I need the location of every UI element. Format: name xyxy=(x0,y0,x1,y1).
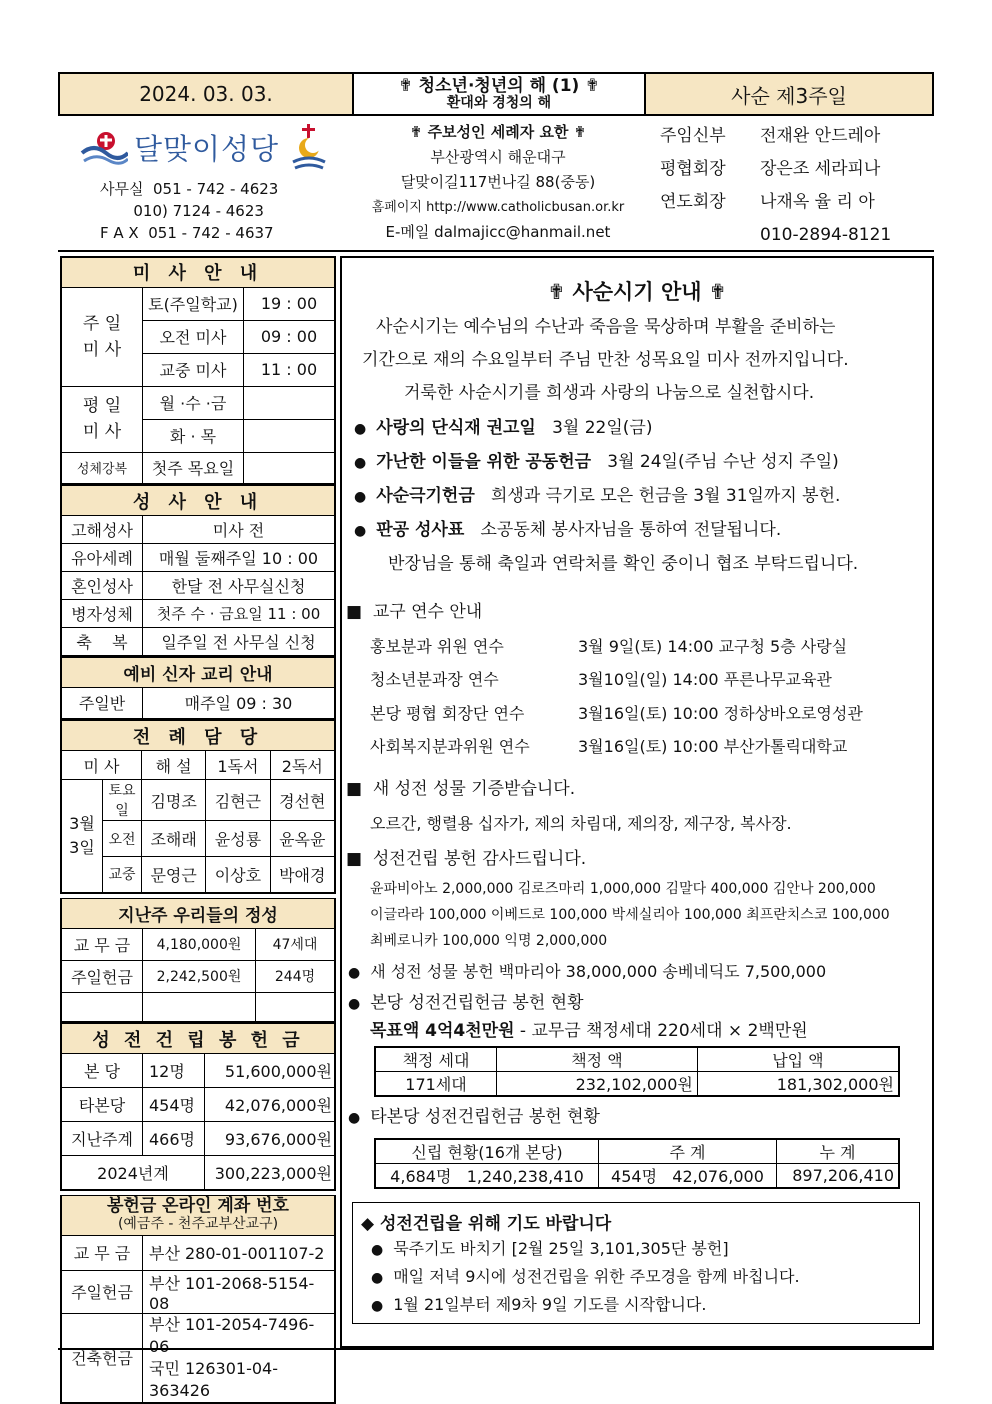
mass-time xyxy=(244,386,336,419)
training-name: 본당 평협 회장단 연수 xyxy=(370,704,525,723)
liturgy-mass: 오전 xyxy=(103,821,142,857)
liturgy-cell: 김현근 xyxy=(206,780,270,821)
sunday-mass-label: 주 일 미 사 xyxy=(61,287,143,386)
sacrament-table xyxy=(60,485,336,657)
training-detail: 3월16일(토) 10:00 정하상바오로영성관 xyxy=(578,704,863,723)
staff-role: 주임신부 xyxy=(660,126,726,146)
lent-intro-1: 사순시기는 예수님의 수난과 죽음을 묵상하며 부활을 준비하는 xyxy=(376,317,836,337)
parish-logo xyxy=(80,124,329,170)
prayer-item: 매일 저녁 9시에 성전건립을 위한 주모경을 함께 바칩니다. xyxy=(393,1267,800,1286)
square-bullet-icon: ■ xyxy=(346,602,363,622)
status-goal-bold: 목표액 4억4천만원 xyxy=(370,1021,515,1041)
donation-section xyxy=(346,773,575,806)
prayer-item: 묵주기도 바치기 [2월 25일 3,101,305단 봉헌] xyxy=(393,1239,729,1258)
mass-time: 09 : 00 xyxy=(244,320,336,353)
building-fund-title: 성 전 건 립 봉 헌 금 xyxy=(61,1024,335,1054)
fund-amount: 51,600,000원 xyxy=(205,1054,336,1088)
other-title: 타본당 성전건립헌금 봉헌 현황 xyxy=(370,1107,600,1127)
sacrament-value: 첫주 수 · 금요일 11 : 00 xyxy=(143,600,336,628)
liturgy-cell: 이상호 xyxy=(206,857,270,893)
other-header: 신립 현황(16개 본당) xyxy=(375,1139,598,1164)
parish-name: 달맞이성당 xyxy=(134,131,280,166)
offering-title: 지난주 우리들의 정성 xyxy=(61,898,335,928)
left-column xyxy=(60,256,336,1404)
sacrament-value: 매월 둘째주일 10 : 00 xyxy=(143,544,336,572)
new-items-text: 새 성전 성물 봉헌 백마리아 38,000,000 송베네딕도 7,500,000 xyxy=(370,962,827,981)
status-table xyxy=(374,1046,900,1097)
bottom-rule xyxy=(58,1348,934,1350)
training-detail: 3월 9일(토) 14:00 교구청 5층 사랑실 xyxy=(578,637,848,656)
liturgy-cell: 문영근 xyxy=(142,857,206,893)
fund-source: 타본당 xyxy=(61,1088,143,1122)
account-number: 국민 126301-04-363426 xyxy=(149,1358,278,1400)
other-value: 454명 42,076,000 xyxy=(598,1164,776,1189)
lent-intro-2: 기간으로 재의 수요일부터 주님 만찬 성목요일 미사 전까지입니다. xyxy=(362,350,849,370)
office-phone: 사무실 051 - 742 - 4623 xyxy=(100,180,279,198)
staff-name: 전재완 안드레아 xyxy=(760,126,881,146)
lent-item-text: 희생과 극기로 모은 헌금을 3월 31일까지 봉헌. xyxy=(490,486,841,506)
lent-item-text: 소공동체 봉사자님을 통하여 전달됩니다. xyxy=(480,520,782,540)
adoration-label: 성체강복 xyxy=(61,452,143,484)
offering-count: 244명 xyxy=(256,960,336,992)
other-value: 4,684명 1,240,238,410 xyxy=(375,1164,598,1189)
liturgical-week: 사순 제3주일 xyxy=(646,74,932,114)
offering-table xyxy=(60,898,336,1024)
liturgy-header: 미 사 xyxy=(61,751,142,780)
lent-item-title: 사랑의 단식재 권고일 xyxy=(376,418,536,438)
liturgy-cell: 김명조 xyxy=(142,780,206,821)
office-contacts xyxy=(100,178,278,244)
training-row xyxy=(370,730,847,763)
mass-name: 교중 미사 xyxy=(143,353,244,386)
parish-logo-icon xyxy=(80,127,128,167)
other-header: 주 계 xyxy=(598,1139,776,1164)
sacrament-name: 유아세례 xyxy=(61,544,143,572)
liturgy-date: 3월 3일 xyxy=(61,780,103,893)
training-row xyxy=(370,663,832,696)
thanks-line: 최베로니카 100,000 익명 2,000,000 xyxy=(370,933,608,949)
adoration-value: 첫주 목요일 xyxy=(143,452,244,484)
mass-time: 19 : 00 xyxy=(244,287,336,320)
catechumen-title: 예비 신자 교리 안내 xyxy=(61,657,335,687)
account-type: 주일헌금 xyxy=(61,1270,143,1313)
thanks-line: 이글라라 100,000 이베드로 100,000 박세실리아 100,000 최프란치스코 100,000 xyxy=(370,907,890,923)
fund-year-label: 2024년계 xyxy=(61,1156,205,1190)
training-name: 청소년분과장 연수 xyxy=(370,670,499,689)
homepage-link[interactable]: 홈페이지 http://www.catholicbusan.or.kr xyxy=(371,200,625,215)
parish-address xyxy=(348,120,648,245)
patron-saint: ✟ 주보성인 세례자 요한 ✟ xyxy=(409,123,587,141)
sacrament-value: 한달 전 사무실신청 xyxy=(143,572,336,600)
staff-list xyxy=(660,120,891,252)
staff-name: 장은조 세라피나 xyxy=(760,159,881,179)
staff-row xyxy=(660,186,891,219)
training-title: 교구 연수 안내 xyxy=(372,602,483,622)
other-header: 누 계 xyxy=(777,1139,899,1164)
offering-type: 교 무 금 xyxy=(61,928,143,960)
offering-type: 주일헌금 xyxy=(61,960,143,992)
sacrament-value: 일주일 전 사무실 신청 xyxy=(143,628,336,656)
status-header: 책정 세대 xyxy=(375,1047,497,1072)
offering-amount: 4,180,000원 xyxy=(143,928,256,960)
liturgy-header: 2독서 xyxy=(270,751,335,780)
account-type: 교 무 금 xyxy=(61,1235,143,1270)
lent-item xyxy=(354,446,839,480)
status-goal xyxy=(370,1015,808,1048)
offering-count: 47세대 xyxy=(256,928,336,960)
new-items-line xyxy=(348,955,826,990)
staff-name: 나재옥 율 리 아 xyxy=(760,192,875,212)
fund-year-amount: 300,223,000원 xyxy=(205,1156,336,1190)
other-table xyxy=(374,1138,900,1189)
lent-title: ✟ 사순시기 안내 ✟ xyxy=(547,280,727,304)
staff-row xyxy=(660,153,891,186)
mass-table xyxy=(60,256,336,485)
prayer-box xyxy=(352,1202,920,1324)
fund-amount: 42,076,000원 xyxy=(205,1088,336,1122)
staff-role: 평협회장 xyxy=(660,159,726,179)
liturgy-title: 전 례 담 당 xyxy=(61,721,335,751)
lent-item-title: 가난한 이들을 위한 공동헌금 xyxy=(376,452,592,472)
lent-item-text: 3월 24일(주님 수난 성지 주일) xyxy=(607,452,839,472)
staff-phone-row xyxy=(660,219,891,252)
fund-source: 지난주계 xyxy=(61,1122,143,1156)
lent-item-title: 사순극기헌금 xyxy=(376,486,475,506)
status-value: 171세대 xyxy=(375,1072,497,1097)
account-number: 부산 101-2068-5154-08 xyxy=(143,1270,336,1313)
account-number: 부산 280-01-001107-2 xyxy=(143,1235,336,1270)
lent-item xyxy=(354,480,840,514)
sacrament-name: 축 복 xyxy=(61,628,143,656)
theme-title: ✟ 청소년·청년의 해 (1) ✟ xyxy=(398,75,600,96)
thanks-list xyxy=(370,876,890,954)
offering-amount: 2,242,500원 xyxy=(143,960,256,992)
weekday-mass-label: 평 일 미 사 xyxy=(61,386,143,452)
accounts-title xyxy=(61,1195,335,1235)
training-row xyxy=(370,697,863,730)
donation-text: 오르간, 행렬용 십자가, 제의 차림대, 제의장, 제구장, 복사장. xyxy=(370,814,792,833)
status-header: 책정 액 xyxy=(497,1047,698,1072)
liturgy-mass: 교중 xyxy=(103,857,142,893)
status-goal-rest: - 교무금 책정세대 220세대 × 2백만원 xyxy=(514,1021,808,1041)
staff-phone: 010-2894-8121 xyxy=(760,225,892,245)
catechumen-table xyxy=(60,657,336,721)
mass-time xyxy=(244,419,336,452)
thanks-section xyxy=(346,843,586,876)
issue-date: 2024. 03. 03. xyxy=(60,74,354,114)
moon-cross-icon xyxy=(289,124,329,170)
mass-title: 미 사 안 내 xyxy=(61,257,335,287)
square-bullet-icon: ■ xyxy=(346,779,363,799)
sacrament-name: 고해성사 xyxy=(61,516,143,544)
account-type: 건축헌금 xyxy=(61,1313,143,1403)
fund-count: 12명 xyxy=(143,1054,205,1088)
status-header: 납입 액 xyxy=(697,1047,899,1072)
lent-item-title: 판공 성사표 xyxy=(376,520,465,540)
theme-box xyxy=(354,74,646,114)
square-bullet-icon: ■ xyxy=(346,849,363,869)
accounts-table xyxy=(60,1195,336,1404)
fund-amount: 93,676,000원 xyxy=(205,1122,336,1156)
liturgy-cell: 경선현 xyxy=(270,780,335,821)
thanks-line: 윤파비아노 2,000,000 김로즈마리 1,000,000 김말다 400,000 김안나 200,000 xyxy=(370,881,876,897)
staff-role: 연도회장 xyxy=(660,192,726,212)
address-line1: 부산광역시 해운대구 xyxy=(430,148,566,166)
other-value: 897,206,410 xyxy=(777,1164,899,1189)
header-bar xyxy=(58,72,934,116)
accounts-subtitle: (예금주 - 천주교부산교구) xyxy=(117,1216,279,1232)
liturgy-table xyxy=(60,720,336,894)
office-mobile: 010) 7124 - 4623 xyxy=(100,202,264,220)
sacrament-name: 혼인성사 xyxy=(61,572,143,600)
lent-note: 반장님을 통해 축일과 연락처를 확인 중이니 협조 부탁드립니다. xyxy=(388,554,859,574)
staff-row xyxy=(660,120,891,153)
sacrament-name: 병자성체 xyxy=(61,600,143,628)
lent-item xyxy=(354,514,781,548)
account-number: 부산 101-2054-7496-06 xyxy=(149,1314,315,1356)
prayer-item: 1월 21일부터 제9차 9일 기도를 시작합니다. xyxy=(393,1295,707,1314)
fund-source: 본 당 xyxy=(61,1054,143,1088)
address-line2: 달맞이길117번나길 88(중동) xyxy=(400,173,596,191)
liturgy-mass: 토요일 xyxy=(103,780,142,821)
building-fund-table xyxy=(60,1023,336,1191)
status-value: 181,302,000원 xyxy=(697,1072,899,1097)
liturgy-cell: 조해래 xyxy=(142,821,206,857)
training-section xyxy=(346,596,482,629)
lent-item xyxy=(354,412,652,446)
donation-title: 새 성전 성물 기증받습니다. xyxy=(372,779,576,799)
liturgy-cell: 박애경 xyxy=(270,857,335,893)
mass-name: 화 · 목 xyxy=(143,419,244,452)
training-row xyxy=(370,630,847,663)
prayer-title: ◆ 성전건립을 위해 기도 바랍니다 xyxy=(361,1214,612,1234)
status-value: 232,102,000원 xyxy=(497,1072,698,1097)
catechumen-time: 매주일 09 : 30 xyxy=(143,687,336,719)
mass-name: 오전 미사 xyxy=(143,320,244,353)
mass-time: 11 : 00 xyxy=(244,353,336,386)
liturgy-cell: 윤옥윤 xyxy=(270,821,335,857)
mass-name: 토(주일학교) xyxy=(143,287,244,320)
email-link[interactable]: E-메일 dalmajicc@hanmail.net xyxy=(385,223,611,241)
fund-count: 466명 xyxy=(143,1122,205,1156)
sacrament-title: 성 사 안 내 xyxy=(61,486,335,516)
thanks-title: 성전건립 봉헌 감사드립니다. xyxy=(372,849,587,869)
training-name: 홍보분과 위원 연수 xyxy=(370,637,504,656)
accounts-title-text: 봉헌금 온라인 계좌 번호 xyxy=(107,1196,289,1216)
liturgy-header: 해 설 xyxy=(142,751,206,780)
training-detail: 3월16일(토) 10:00 부산가톨릭대학교 xyxy=(578,737,848,756)
office-fax: F A X 051 - 742 - 4637 xyxy=(100,224,274,242)
liturgy-header: 1독서 xyxy=(206,751,270,780)
sacrament-value: 미사 전 xyxy=(143,516,336,544)
training-name: 사회복지분과위원 연수 xyxy=(370,737,530,756)
theme-subtitle: 환대와 경청의 해 xyxy=(446,94,552,111)
lent-intro-3: 거룩한 사순시기를 희생과 사랑의 나눔으로 실천합시다. xyxy=(404,383,815,403)
status-title: 본당 성전건립헌금 봉헌 현황 xyxy=(370,993,584,1013)
catechumen-class: 주일반 xyxy=(61,687,143,719)
lent-item-text: 3월 22일(금) xyxy=(552,418,653,438)
fund-count: 454명 xyxy=(143,1088,205,1122)
mass-name: 월 ·수 ·금 xyxy=(143,386,244,419)
training-detail: 3월10일(일) 14:00 푸른나무교육관 xyxy=(578,670,832,689)
other-section xyxy=(348,1101,600,1135)
liturgy-cell: 윤성룡 xyxy=(206,821,270,857)
